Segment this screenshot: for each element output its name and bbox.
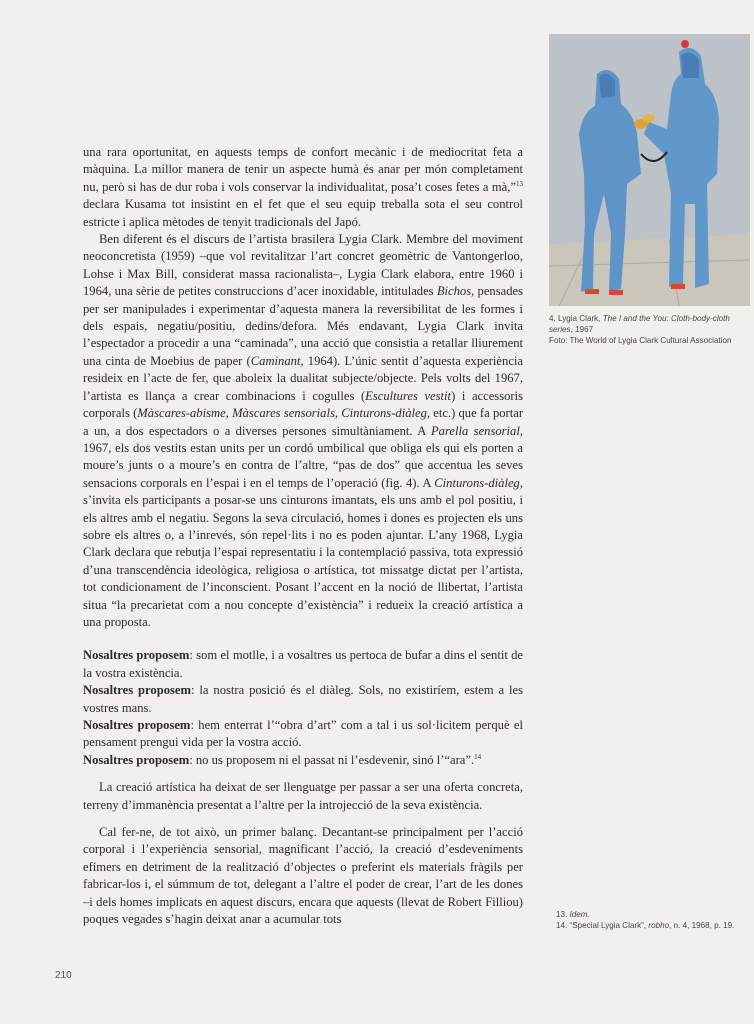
text: : no us proposem ni el passat ni l’esdevenir, sinó l’“ara”. bbox=[189, 752, 475, 767]
text: ) i accessoris corporals ( bbox=[83, 388, 524, 421]
paragraph-3: La creació artística ha deixat de ser llenguatge per passar a ser una oferta concreta, terreny d’immanència presentat a l’altre per la introjecció de la seva existència. bbox=[83, 780, 523, 812]
text: declara Kusama tot insistint en el fet que el seu equip treballa sota el seu control estricte i aplica mètodes de tenyit tradicionals del Japó. bbox=[83, 197, 523, 229]
work-title: Escultures vestit bbox=[365, 388, 452, 403]
work-title: Bichos bbox=[436, 284, 472, 299]
work-title: Cinturons-diàleg bbox=[341, 406, 427, 421]
text: : som el motlle, i a vosaltres us pertoca de bufar a dins el sentit de la vostra existència. bbox=[83, 648, 524, 680]
footnote-ref-13[interactable]: 13 bbox=[516, 179, 523, 188]
text: , bbox=[225, 406, 233, 421]
footnote-ref-14[interactable]: 14 bbox=[474, 752, 482, 761]
quote-lead: Nosaltres proposem bbox=[83, 683, 191, 698]
text: , 1967, els dos vestits estan units per un cordó umbilical que obliga els qui els porten a moure’s junts o a moure’s en contra de l’altre, “pas de dos” que accentua les seves sensacions corporals en l’espai i en el temps de l’operació (fig. 4). A bbox=[83, 423, 524, 490]
caption-credit: Foto: The World of Lygia Clark Cultural Association bbox=[549, 336, 732, 346]
paragraph-4: Cal fer-ne, de tot això, un primer balanç. Decantant-se principalment per l’acció corporal i l’experiència sensorial, magnificant l’acció, la creació d’esdeveniments efímers en detriment de la realització d’objectes o preferint els materials fràgils per fabricar-los i, el súmmum de tot, delegant a l’altre el poder de crear, l’art de les dones –i dels homes implicats en aquest discurs, encara que aquests (llevat de Robert Filliou) poques vegades s’hagin deixat anar a acumular tots bbox=[83, 825, 523, 927]
caption-title: The I and the You: Cloth-body-cloth series bbox=[549, 314, 730, 335]
main-text-column bbox=[83, 144, 523, 928]
quote-line-1 bbox=[83, 647, 523, 682]
quote-lead: Nosaltres proposem bbox=[83, 648, 190, 663]
quote-lead: Nosaltres proposem bbox=[83, 718, 191, 732]
work-title: Cinturons-diàleg bbox=[434, 475, 520, 490]
figure-photo bbox=[549, 34, 750, 306]
figure-caption bbox=[549, 313, 754, 347]
text: , 1964). L’únic sentit d’aquesta experiència resideix en l’acte de fer, que aboleix la dualitat subjecte/objecte. Pels volts del 1967, l’artista es llança a crear combinacions i cogulles ( bbox=[83, 353, 523, 403]
quote-lead: Nosaltres proposem bbox=[83, 752, 190, 767]
footnotes bbox=[556, 909, 754, 932]
manifesto-quote bbox=[83, 647, 523, 769]
quote-line-4 bbox=[83, 752, 523, 769]
text: , bbox=[334, 406, 342, 421]
photo-lygia-clark-suits bbox=[549, 34, 750, 306]
text: : hem enterrat l’“obra d’art” com a tal i us sol·licitem perquè el pensament prengui vida per la vostra acció. bbox=[83, 718, 523, 750]
text: , pensades per ser manipulades i experimentar d’aquesta manera la reversibilitat de les formes i dels espais, negatiu/positiu, dedins/defora. Més endavant, Lygia Clark invita l’espectador a procedir a una “caminada”, una acció que consistia a retallar lliurement una cinta de Moebius de paper ( bbox=[83, 284, 523, 368]
footnote-text: , n. 4, 1968, p. 19. bbox=[669, 921, 735, 931]
text: una rara oportunitat, en aquests temps de confort mecànic i de mediocritat feta a màquina. La millor manera de tenir un aspecte humà és anar per món completament nu, però si has de dur roba i vols conservar la individualitat, posa’t coses fetes a mà,” bbox=[83, 145, 523, 194]
text: , s’invita els participants a posar-se uns cinturons imantats, els uns amb el pol positiu, i els altres amb el negatiu. Segons la seva circulació, homes i dones es projecten els uns sobre els altres o, a l’inrevés, són repel·lits i no es poden ajuntar. L’any 1968, Lygia Clark declara que rebutja l’espai representatiu i la contemplació passiva, tota expressió d’una transcendència ideològica, religiosa o artística, tot missatge dictat per l’artista, tot condicionament de l’inconscient. Posant l’accent en la noció de llibertat, l’artista situa “la precarietat com a nou concepte d’existència” i redueix la creació artística a una proposta. bbox=[83, 475, 523, 629]
footnote-14 bbox=[556, 920, 754, 931]
work-title: Parella sensorial bbox=[430, 423, 520, 438]
text: , etc.) que fa portar a un, a dos espectadors o a diverses persones simultàniament. A bbox=[83, 406, 524, 438]
paragraph-1 bbox=[83, 144, 523, 231]
footnote-13 bbox=[556, 909, 754, 920]
quote-line-2 bbox=[83, 682, 523, 717]
work-title: Màscares sensorials bbox=[232, 406, 335, 421]
caption-year: , 1967 bbox=[570, 325, 594, 335]
caption-line-title bbox=[549, 313, 754, 335]
footnote-number: 13. bbox=[556, 910, 570, 919]
work-title: Màscares-abisme bbox=[137, 406, 226, 421]
page-number: 210 bbox=[55, 970, 72, 981]
quote-line-3 bbox=[83, 717, 523, 752]
work-title: Caminant bbox=[250, 353, 301, 368]
footnote-source: robho bbox=[648, 921, 670, 931]
text: Ben diferent és el discurs de l’artista brasilera Lygia Clark. Membre del moviment neoconcretista (1959) –que vol revitalitzar l’art concret geomètric de Vantongerloo, Lohse i Max Bill, considerat massa racionalista–, Lygia Clark elabora, entre 1960 i 1964, una sèrie de petites construccions d’acer inoxidable, intitulades bbox=[83, 232, 523, 299]
footnote-text: Idem. bbox=[569, 910, 590, 919]
text: : la nostra posició és el diàleg. Sols, no existiríem, estem a les vostres mans. bbox=[83, 683, 524, 715]
paragraph-2 bbox=[83, 231, 523, 631]
footnote-number: 14. “Special Lygia Clark”, bbox=[556, 921, 649, 931]
caption-number: 4. Lygia Clark, bbox=[549, 314, 603, 323]
